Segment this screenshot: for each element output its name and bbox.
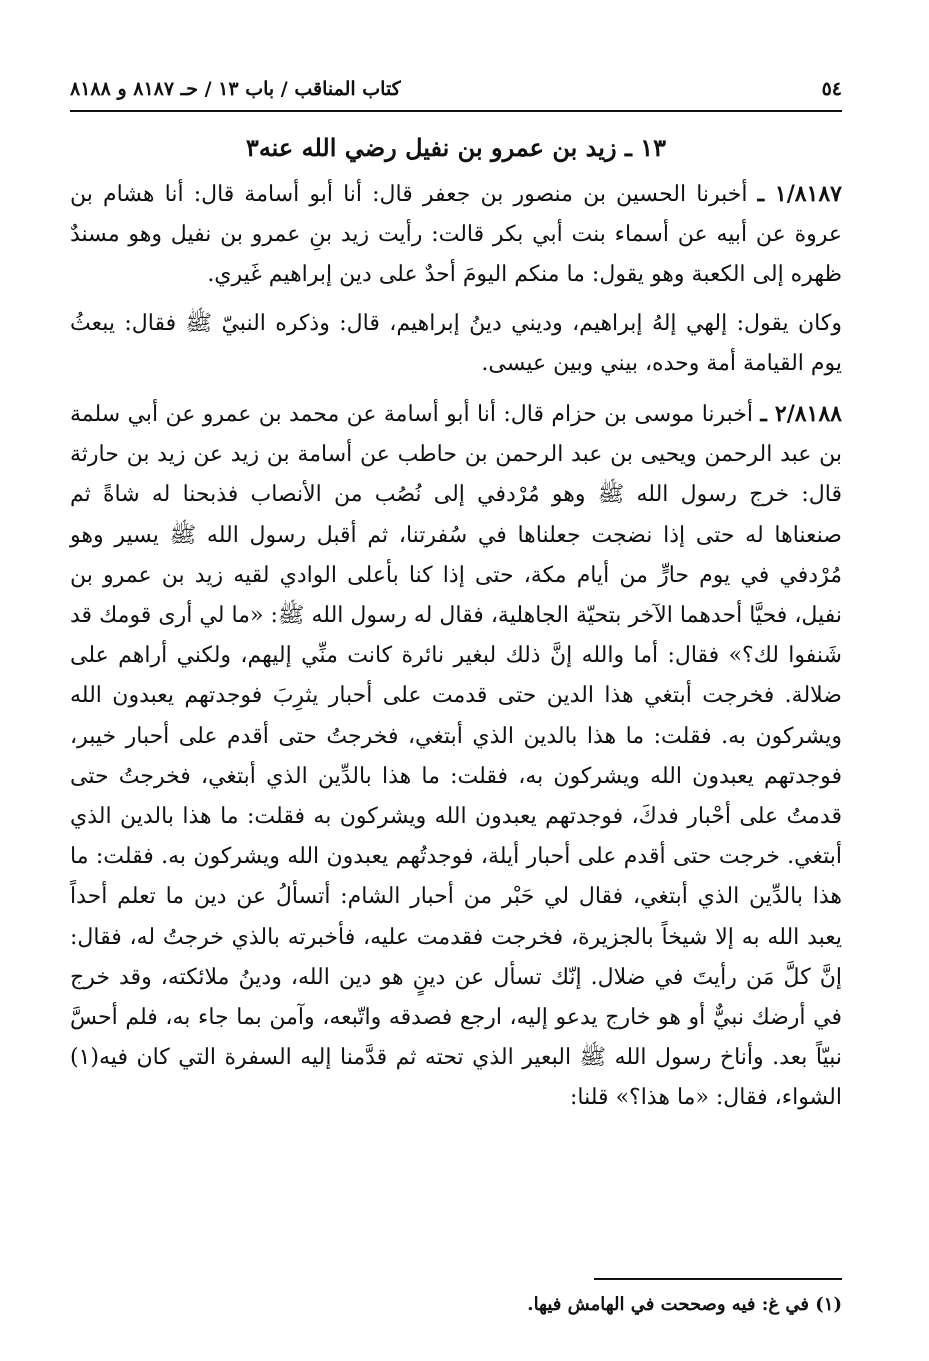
running-title: كتاب المناقب / باب ١٣ / حـ ٨١٨٧ و ٨١٨٨ [70,78,401,100]
hadith-text: أخبرنا موسى بن حزام قال: أنا أبو أسامة عن محمد بن عمرو عن أبي سلمة بن عبد الرحمن ويحيى بن عبد الرحمن بن حاطب عن أسامة بن زيد عن زيد بن حارثة قال: خرج رسول الله ﷺ وهو مُرْدفي إلى نُصُب من الأنصاب فذبحنا له شاةً ثم صنعناها له حتى إذا نضجت جعلناها في سُفرتنا، ثم أقبل رسول الله ﷺ يسير وهو مُرْدفي في يوم حارٍّ من أيام مكة، حتى إذا كنا بأعلى الوادي لقيه زيد بن عمرو بن نفيل، فحيَّا أحدهما الآخر بتحيّة الجاهلية، فقال له رسول الله ﷺ: «ما لي أرى قومك قد شَنفوا لك؟» فقال: أما والله إنَّ ذلك لبغير نائرة كانت منِّي إليهم، ولكني أراهم على ضلالة. فخرجت أبتغي هذا الدين حتى قدمت على أحبار يثرِبَ فوجدتهم يعبدون الله ويشركون به. فقلت: ما هذا بالدين الذي أبتغي، فخرجتُ حتى أقدم على أحبار خيبر، فوجدتهم يعبدون الله ويشركون به، فقلت: ما هذا بالدِّين الذي أبتغي، فخرجتُ حتى قدمتُ على أحْبار فدكَ، فوجدتهم يعبدون الله ويشركون به فقلت: ما هذا بالدين الذي أبتغي. خرجت حتى أقدم على أحبار أيلة، فوجدتُهم يعبدون الله ويشركون به. فقلت: ما هذا بالدِّين الذي أبتغي، فقال لي حَبْر من أحبار الشام: أتسألُ عن دين ما تعلم أحداً يعبد الله به إلا شيخاً بالجزيرة، فخرجت فقدمت عليه، فأخبرته بالذي خرجتُ له، فقال: إنَّ كلَّ مَن رأيتَ في ضلال. إنّك تسأل عن دينٍ هو دين الله، ودينُ ملائكته، وقد خرج في أرضك نبيٌّ أو هو خارج يدعو إليه، ارجع فصدقه واتّبعه، وآمن بما جاء به، فلم أحسَّ نبيّاً بعد. وأناخ رسول الله ﷺ البعير الذي تحته ثم قدَّمنا إليه السفرة التي كان فيه(١) الشواء، فقال: «ما هذا؟» قلنا: [70,402,842,1111]
running-header [70,78,842,112]
hadith-number: ٢/٨١٨٨ ـ [760,401,842,428]
hadith-paragraph [70,394,842,1119]
page-number: ٥٤ [821,78,842,100]
hadith-text: أخبرنا الحسين بن منصور بن جعفر قال: أنا أبو أسامة قال: أنا هشام بن عروة عن أبيه عن أسماء بنت أبي بكر قالت: رأيت زيد بنِ عمرو بن نفيل وهو مسندٌ ظهره إلى الكعبة وهو يقول: ما منكم اليومَ أحدٌ على دين إبراهيم غَيري. [70,182,842,288]
hadith-number: ١/٨١٨٧ ـ [757,181,842,207]
hadith-continuation: وكان يقول: إلهي إلهُ إبراهيم، وديني دينُ إبراهيم، قال: وذكره النبيّ ﷺ فقال: يبعثُ يوم القيامة أمة وحده، بيني وبين عيسى. [70,310,842,376]
hadith-paragraph [70,174,842,296]
footnote-separator [594,1278,842,1280]
footnote: (١) في غ: فيه وصححت في الهامش فيها. [527,1294,842,1315]
book-page [70,78,842,1119]
chapter-title: ١٣ ـ زيد بن عمرو بن نفيل رضي الله عنه٣ [245,133,667,162]
